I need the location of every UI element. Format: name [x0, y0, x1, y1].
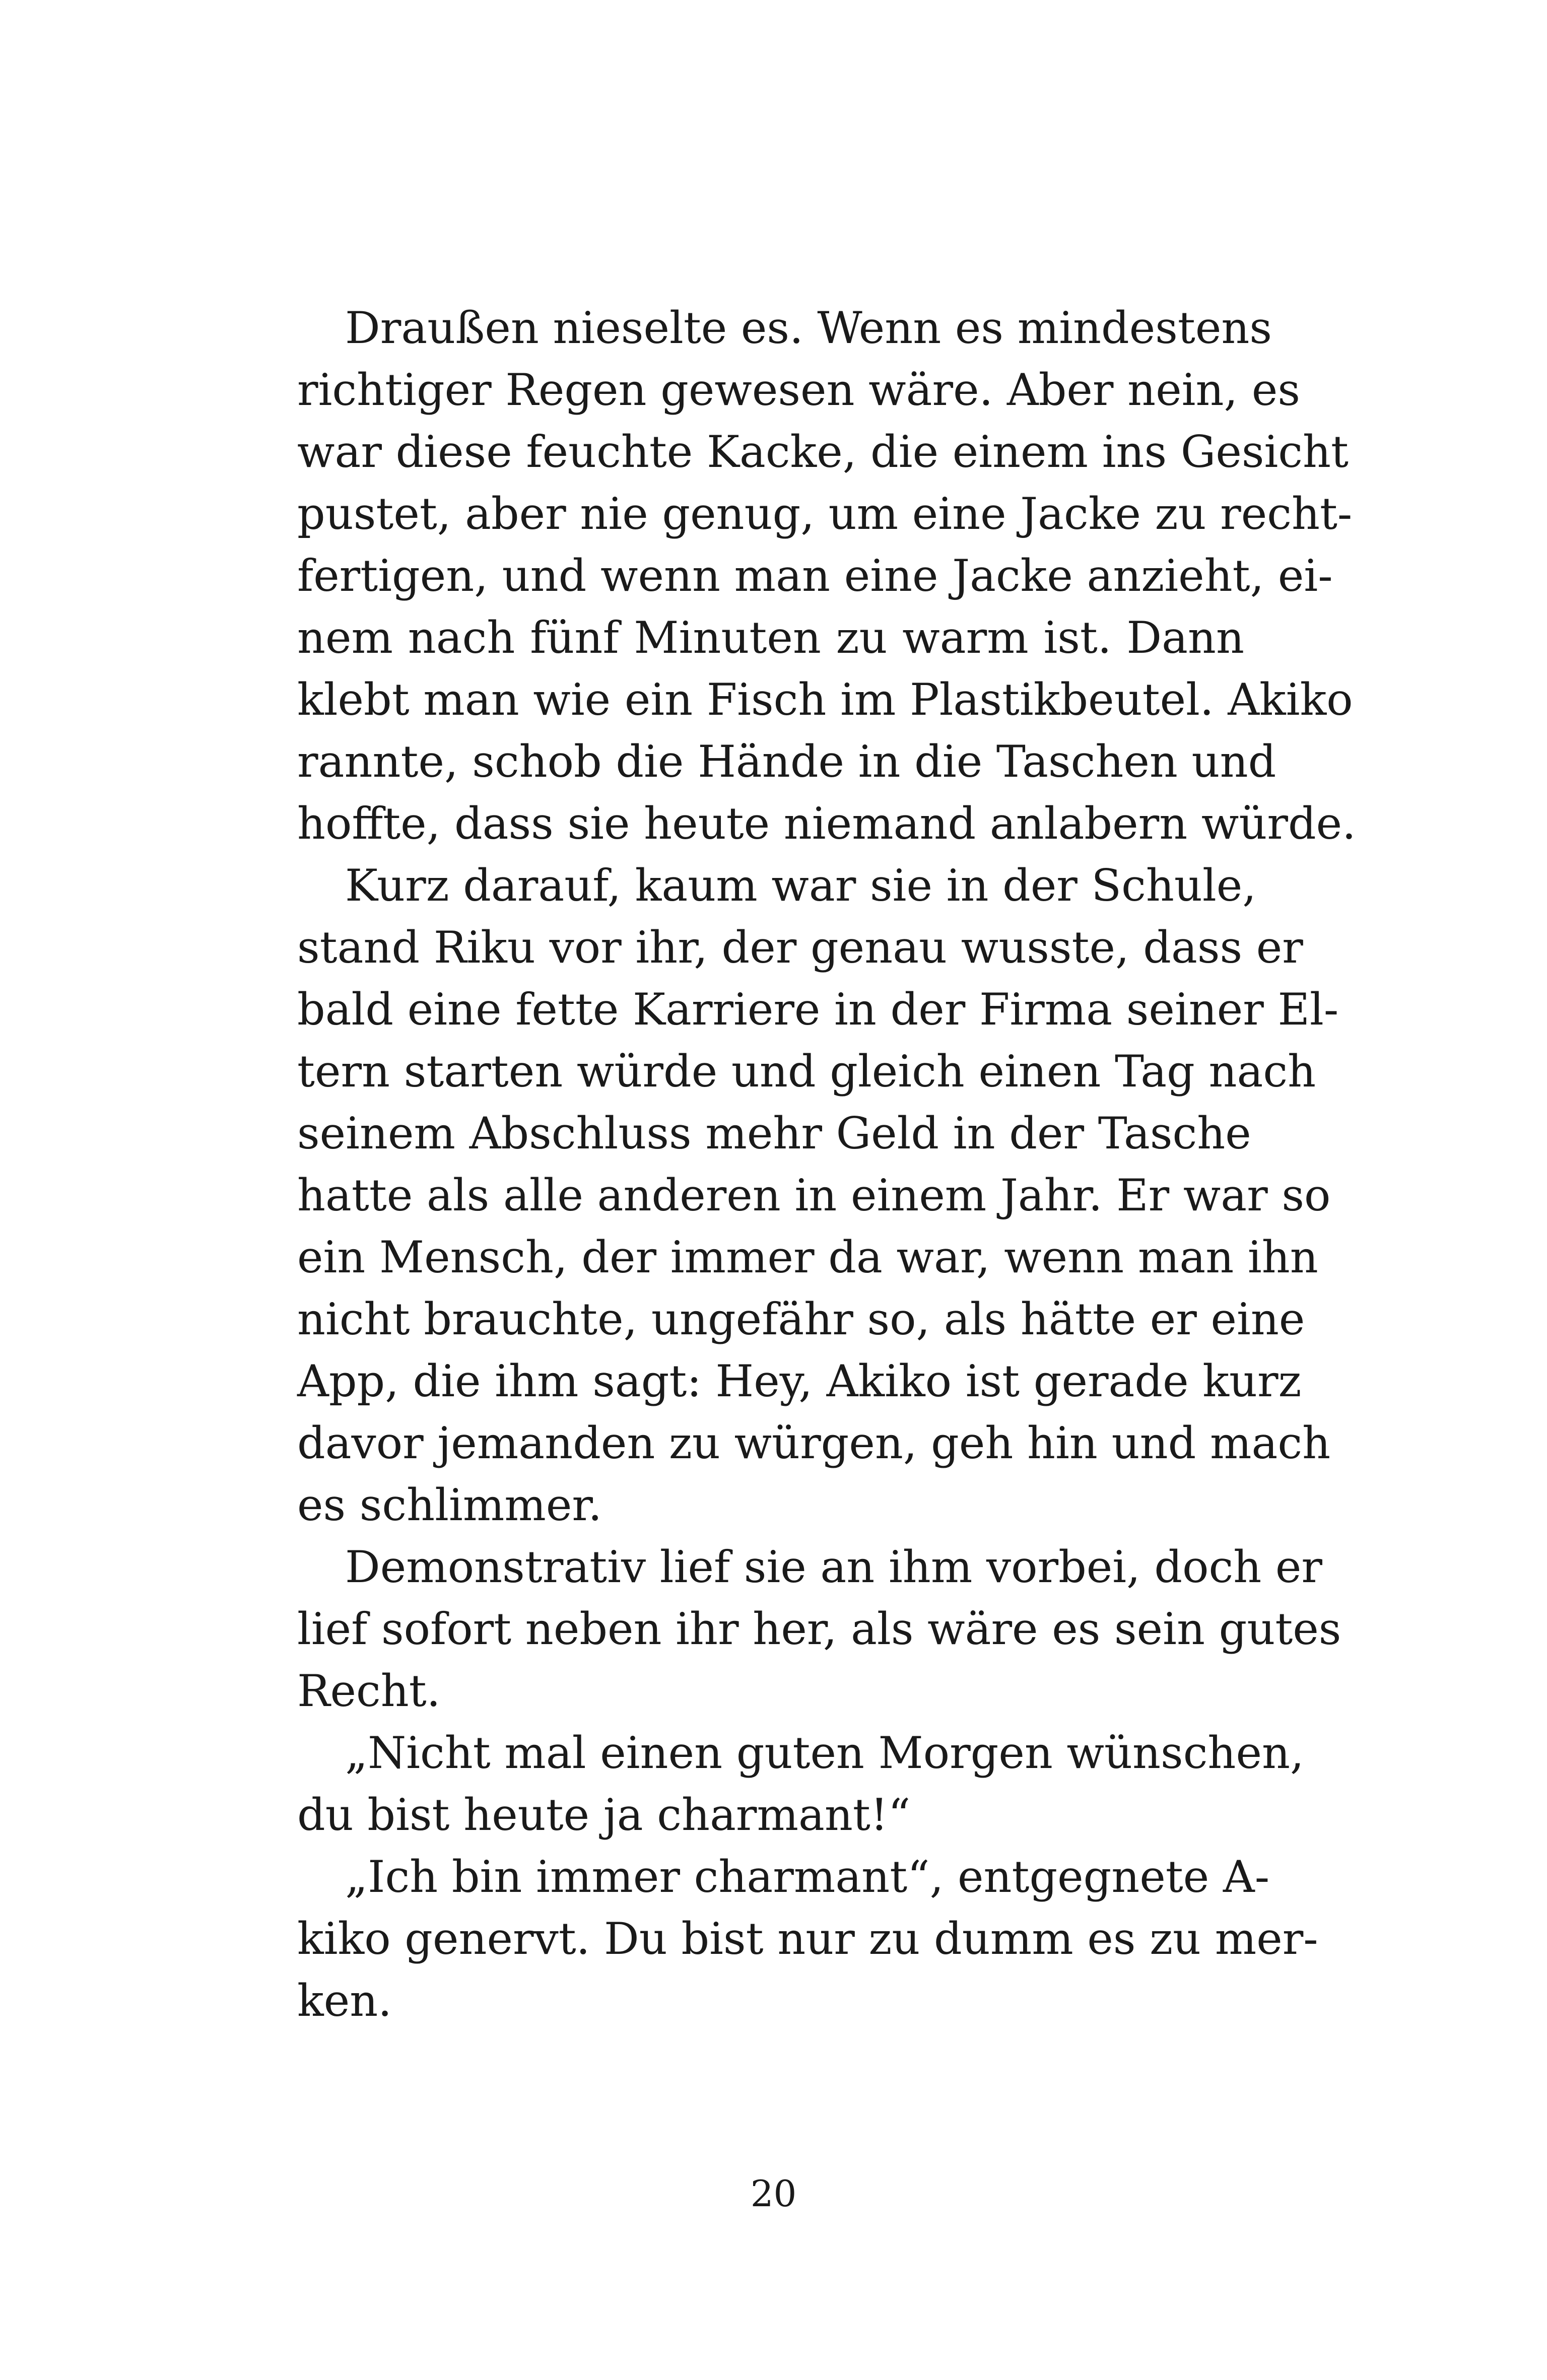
text-line: „Ich bin immer charmant“, entgegnete A- — [345, 1851, 1270, 1902]
paragraph — [297, 1536, 1341, 1722]
text-line: Kurz darauf, kaum war sie in der Schule, — [345, 860, 1256, 911]
text-line: „Nicht mal einen guten Morgen wünschen, — [345, 1727, 1304, 1779]
page-number: 20 — [750, 2172, 797, 2215]
text-line: App, die ihm sagt: Hey, Akiko ist gerade kurz — [297, 1355, 1302, 1407]
paragraph — [297, 855, 1339, 1536]
text-line: rannte, schob die Hände in die Taschen und — [297, 736, 1276, 787]
body-text — [297, 297, 1356, 2032]
text-line: nicht brauchte, ungefähr so, als hätte er eine — [297, 1294, 1305, 1345]
text-line: kiko genervt. Du bist nur zu dumm es zu mer- — [297, 1913, 1318, 1964]
text-line: klebt man wie ein Fisch im Plastikbeutel. Akiko — [297, 674, 1353, 725]
text-line: nem nach fünf Minuten zu warm ist. Dann — [297, 612, 1244, 663]
text-line: es schlimmer. — [297, 1479, 602, 1531]
text-line: lief sofort neben ihr her, als wäre es sein gutes — [297, 1603, 1341, 1655]
text-line: hatte als alle anderen in einem Jahr. Er war so — [297, 1170, 1331, 1221]
text-line: Recht. — [297, 1665, 441, 1717]
paragraph — [297, 1722, 1304, 1846]
text-line: stand Riku vor ihr, der genau wusste, dass er — [297, 922, 1303, 973]
paragraph — [297, 1846, 1318, 2032]
text-line: seinem Abschluss mehr Geld in der Tasche — [297, 1108, 1251, 1159]
text-line: fertigen, und wenn man eine Jacke anzieht, ei- — [297, 550, 1333, 601]
text-line: ken. — [297, 1975, 392, 2026]
text-line: Demonstrativ lief sie an ihm vorbei, doch er — [345, 1541, 1322, 1593]
text-line: davor jemanden zu würgen, geh hin und mach — [297, 1417, 1331, 1469]
text-line: hoffte, dass sie heute niemand anlabern würde. — [297, 798, 1356, 849]
text-line: ein Mensch, der immer da war, wenn man ihn — [297, 1232, 1318, 1283]
text-line: pustet, aber nie genug, um eine Jacke zu recht- — [297, 488, 1353, 539]
text-line: Draußen nieselte es. Wenn es mindestens — [345, 302, 1272, 354]
text-line: du bist heute ja charmant!“ — [297, 1789, 911, 1841]
paragraph — [297, 297, 1356, 855]
text-line: war diese feuchte Kacke, die einem ins Gesicht — [297, 426, 1349, 478]
text-line: tern starten würde und gleich einen Tag nach — [297, 1046, 1316, 1097]
text-line: richtiger Regen gewesen wäre. Aber nein, es — [297, 364, 1300, 416]
text-line: bald eine fette Karriere in der Firma seiner El- — [297, 984, 1339, 1035]
